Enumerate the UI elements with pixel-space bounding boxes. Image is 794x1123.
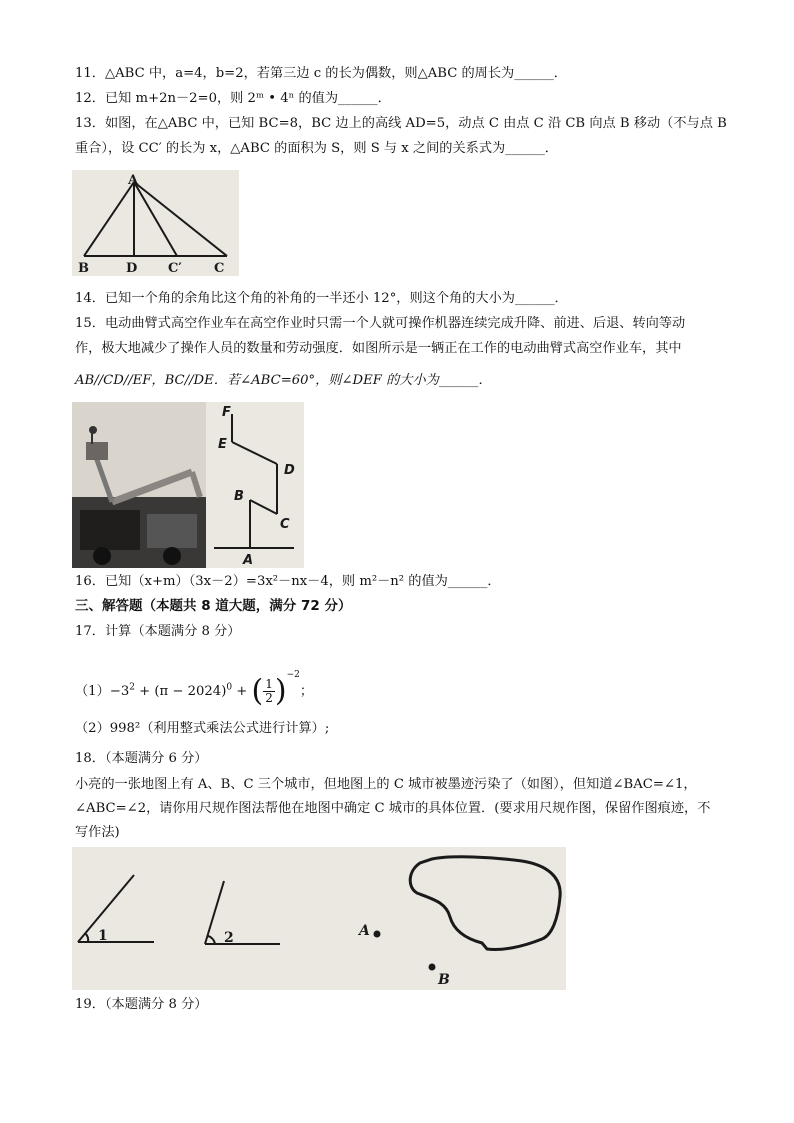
fig18-city-a-label: A [359,923,370,939]
fig15-label-b: B [234,489,244,504]
question-11: 11．△ABC 中，a=4，b=2，若第三边 c 的长为偶数，则△ABC 的周长为______． [75,66,567,81]
question-18: 18．（本题满分 6 分） [75,751,208,766]
fig18-angle-2-label: 2 [224,930,234,946]
question-12: 12．已知 m+2n－2=0，则 2ᵐ • 4ⁿ 的值为______． [75,91,391,106]
question-17-part1 [75,655,314,709]
fig18-angle-1-label: 1 [98,928,108,944]
fig13-label-c-prime: C′ [168,261,182,276]
question-14: 14．已知一个角的余角比这个角的补角的一半还小 12°，则这个角的大小为______． [75,291,568,306]
q17-1-exp1: 2 [129,682,135,693]
fig13-label-b: B [78,261,89,276]
figure-13-triangle [72,170,239,276]
fig15-label-c: C [280,517,290,532]
q17-1-exp3: −2 [286,670,300,680]
paren-right: ) [274,673,287,709]
question-15-line3: AB//CD//EF，BC//DE．若∠ABC=60°，则∠DEF 的大小为______． [75,373,492,388]
question-15-line2: 作，极大地减少了操作人员的数量和劳动强度．如图所示是一辆正在工作的电动曲臂式高空作业车，其中 [75,341,682,356]
question-16: 16．已知（x+m）（3x－2）=3x²－nx－4，则 m²－n² 的值为______． [75,574,501,589]
fig18-city-b-label: B [438,972,450,988]
section-3-heading: 三、解答题（本题共 8 道大题，满分 72 分） [75,598,352,614]
fig15-label-e: E [218,437,227,452]
q17-1-exp2: 0 [226,682,233,693]
question-15-line1: 15．电动曲臂式高空作业车在高空作业时只需一个人就可操作机器连续完成升降、前进、后退、转向等动 [75,316,686,331]
figure-15-aerial-lift [72,402,304,568]
frac-denominator: 2 [265,691,273,705]
question-17: 17．计算（本题满分 8 分） [75,624,241,639]
q17-1-plus: + [232,684,252,699]
question-19: 19．（本题满分 8 分） [75,997,208,1012]
question-17-part2: （2）998²（利用整式乘法公式进行计算）; [75,721,330,736]
q17-1-fraction [263,678,275,705]
paren-left: ( [251,673,264,709]
fig13-label-d: D [126,261,138,276]
q17-1-prefix: （1）−3 [75,684,130,699]
question-13-line2: 重合），设 CC′ 的长为 x，△ABC 的面积为 S，则 S 与 x 之间的关系式为______． [75,141,558,156]
question-13-line1: 13．如图，在△ABC 中，已知 BC=8，BC 边上的高线 AD=5，动点 C 由点 C 沿 CB 向点 B 移动（不与点 B [75,116,727,131]
fig15-label-f: F [222,405,231,420]
fig13-label-c: C [214,261,225,276]
figure-18-map [72,847,566,990]
q17-1-mid: + (π − 2024) [134,684,227,699]
fig15-label-a: A [243,553,254,568]
fig13-label-a: A [128,173,139,188]
question-18-text: 小亮的一张地图上有 A、B、C 三个城市，但地图上的 C 城市被墨迹污染了（如图），但知道∠BAC=∠1，∠ABC=∠2，请你用尺规作图法帮他在地图中确定 C 城市的具体位置．(要求用尺规作图，保留作图痕迹，不写作法) [75,777,711,840]
q17-1-end: ； [299,684,314,699]
frac-numerator: 1 [265,677,273,691]
fig15-label-d: D [284,463,295,478]
